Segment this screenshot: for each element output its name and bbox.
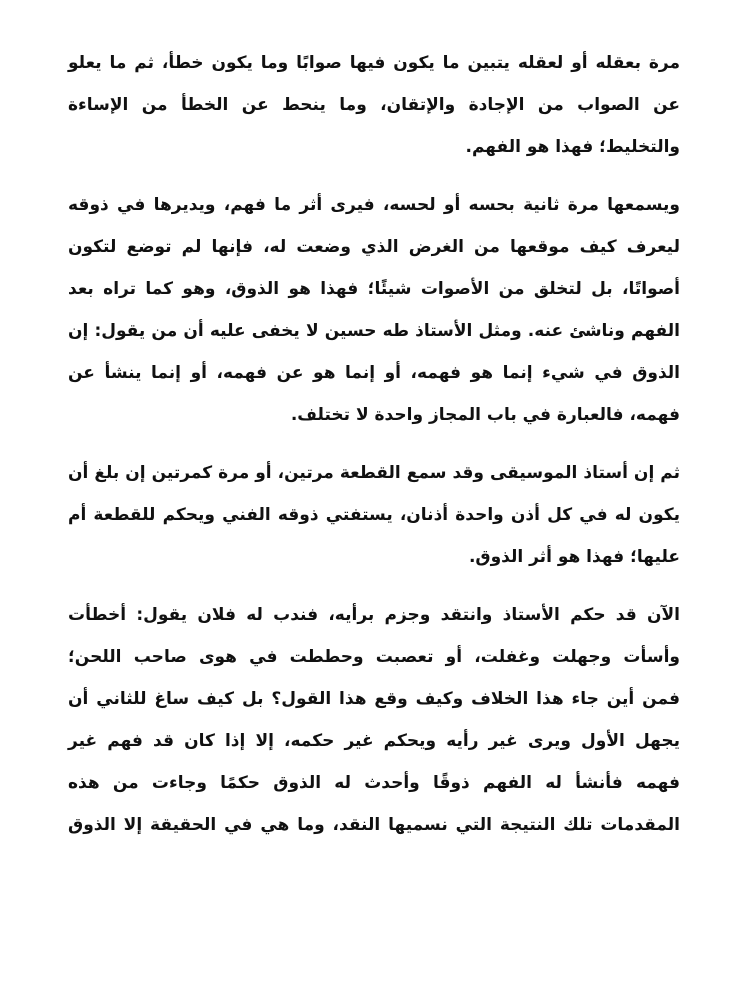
- paragraph-2: [68, 184, 680, 436]
- paragraph-4: [68, 594, 680, 846]
- text-line: الفهم وناشئ عنه. ومثل الأستاذ طه حسين لا يخفى عليه أن من يقول: إن: [68, 321, 680, 341]
- paragraph-1: [68, 42, 680, 168]
- text-line: عن الصواب من الإجادة والإتقان، وما ينحط عن الخطأ من الإساءة: [68, 95, 680, 115]
- text-line: فهمه فأنشأ له الفهم ذوقًا وأحدث له الذوق حكمًا وجاءت من هذه: [68, 773, 680, 793]
- text-line: مرة بعقله أو لعقله يتبين ما يكون فيها صوابًا وما يكون خطأ، ثم ما يعلو: [68, 53, 680, 73]
- text-line: ثم إن أستاذ الموسيقى وقد سمع القطعة مرتين، أو مرة كمرتين إن بلغ أن: [68, 463, 680, 483]
- text-line: ويسمعها مرة ثانية بحسه أو لحسه، فيرى أثر ما فهم، ويديرها في ذوقه: [68, 195, 680, 215]
- text-line: المقدمات تلك النتيجة التي نسميها النقد، وما هي في الحقيقة إلا الذوق: [68, 815, 680, 835]
- text-line: الآن قد حكم الأستاذ وانتقد وجزم برأيه، فندب له فلان يقول: أخطأت: [68, 605, 680, 625]
- text-line: فمن أين جاء هذا الخلاف وكيف وقع هذا القول؟ بل كيف ساغ للثاني أن: [68, 689, 680, 709]
- text-line: ليعرف كيف موقعها من الغرض الذي وضعت له، فإنها لم توضع لتكون: [68, 237, 680, 257]
- text-line: فهمه، فالعبارة في باب المجاز واحدة لا تختلف.: [290, 405, 680, 425]
- paragraph-3: [68, 452, 680, 578]
- text-line: وأسأت وجهلت وغفلت، أو تعصبت وحططت في هوى صاحب اللحن؛: [68, 647, 680, 667]
- text-line: عليها؛ فهذا هو أثر الذوق.: [468, 547, 680, 567]
- text-line: يجهل الأول ويرى غير رأيه ويحكم غير حكمه، إلا إذا كان قد فهم غير: [68, 731, 680, 751]
- text-line: والتخليط؛ فهذا هو الفهم.: [465, 137, 680, 157]
- document-page: [68, 42, 680, 862]
- text-line: الذوق في شيء إنما هو فهمه، أو إنما هو عن فهمه، أو إنما ينشأ عن: [68, 363, 680, 383]
- text-line: يكون له في كل أذن واحدة أذنان، يستفتي ذوقه الفني ويحكم للقطعة أم: [68, 505, 680, 525]
- text-line: أصواتًا، بل لتخلق من الأصوات شيئًا؛ فهذا هو الذوق، وهو كما تراه بعد: [68, 279, 680, 299]
